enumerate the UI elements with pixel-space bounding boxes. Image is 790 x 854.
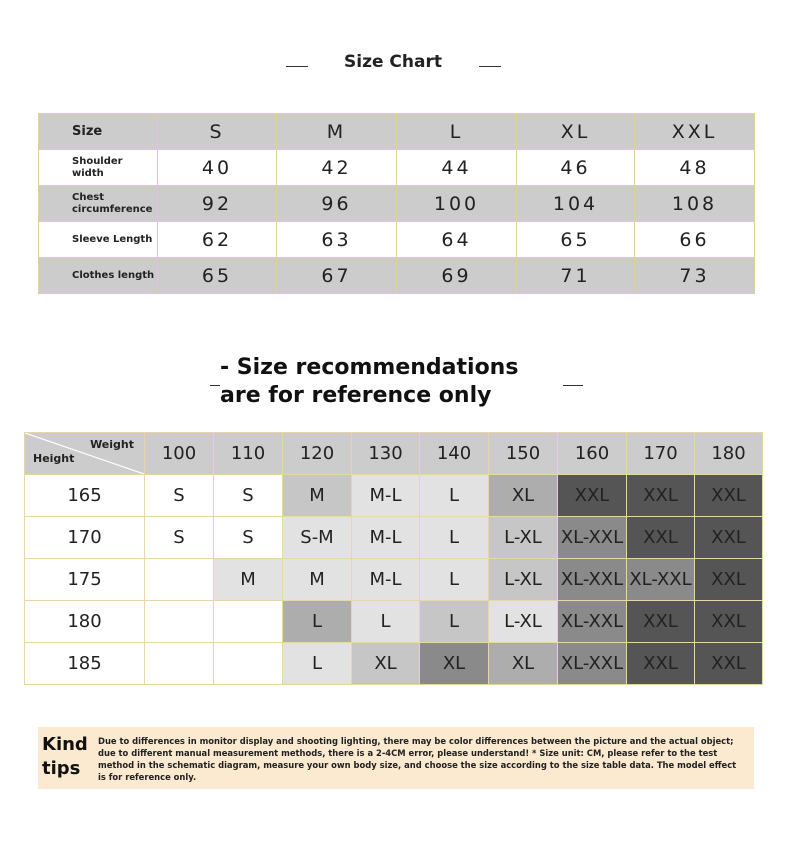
size-chart-row — [39, 186, 755, 222]
recommended-size-cell: L-XL — [489, 559, 558, 601]
measurement-value: 65 — [158, 258, 277, 294]
measurement-value: 67 — [277, 258, 397, 294]
weight-header: 140 — [420, 433, 489, 475]
size-chart-header-row — [39, 114, 755, 150]
recommended-size-cell: L-XL — [489, 517, 558, 559]
measurement-value: 44 — [397, 150, 517, 186]
weight-header: 130 — [352, 433, 420, 475]
measurement-value: 48 — [635, 150, 755, 186]
measurement-value: 96 — [277, 186, 397, 222]
recommended-size-cell: XL — [352, 643, 420, 685]
measurement-value: 104 — [517, 186, 635, 222]
size-chart-table — [38, 113, 755, 294]
title-right-dash — [479, 66, 501, 67]
title-left-dash — [286, 66, 308, 67]
recommended-size-cell: XL — [489, 643, 558, 685]
measurement-label: Shoulder width — [39, 150, 158, 186]
recommended-size-cell: L — [420, 475, 489, 517]
weight-label: Weight — [90, 438, 134, 451]
measurement-value: 42 — [277, 150, 397, 186]
size-header-s: S — [158, 114, 277, 150]
height-value: 185 — [25, 643, 145, 685]
recommended-size-cell: M — [283, 559, 352, 601]
size-recommendation-table — [24, 432, 763, 685]
recommended-size-cell: M — [214, 559, 283, 601]
recommendation-row — [25, 517, 763, 559]
kind-tips-title-text: Kind tips — [42, 734, 88, 779]
recommendation-title-line1: - Size recommendations — [220, 355, 519, 380]
recommended-size-cell: L — [420, 601, 489, 643]
recommended-size-cell: S — [214, 517, 283, 559]
height-value: 165 — [25, 475, 145, 517]
weight-header: 160 — [558, 433, 627, 475]
recommended-size-cell: L — [283, 601, 352, 643]
recommended-size-cell: XXL — [695, 601, 763, 643]
size-chart-row — [39, 258, 755, 294]
measurement-value: 66 — [635, 222, 755, 258]
recommended-size-cell: S — [145, 475, 214, 517]
recommended-size-cell: XL-XXL — [558, 517, 627, 559]
recommended-size-cell: L — [283, 643, 352, 685]
recommended-size-cell: XXL — [695, 475, 763, 517]
recommended-size-cell: XXL — [627, 643, 695, 685]
recommended-size-cell: S — [145, 517, 214, 559]
height-value: 175 — [25, 559, 145, 601]
kind-tips-box — [38, 727, 754, 789]
rec-title-left-dash — [210, 385, 220, 386]
height-value: 170 — [25, 517, 145, 559]
weight-height-corner-cell — [25, 433, 145, 475]
recommendation-title-line2: are for reference only — [220, 383, 492, 408]
recommended-size-cell: XXL — [627, 475, 695, 517]
measurement-value: 100 — [397, 186, 517, 222]
recommended-size-cell: XL — [489, 475, 558, 517]
measurement-value: 73 — [635, 258, 755, 294]
recommendation-header-row — [25, 433, 763, 475]
recommended-size-cell: XL-XXL — [558, 601, 627, 643]
recommended-size-cell — [214, 601, 283, 643]
measurement-label: Sleeve Length — [39, 222, 158, 258]
recommended-size-cell — [145, 601, 214, 643]
measurement-value: 71 — [517, 258, 635, 294]
weight-header: 100 — [145, 433, 214, 475]
measurement-value: 92 — [158, 186, 277, 222]
size-chart-title-bar — [0, 48, 790, 82]
recommended-size-cell: XXL — [627, 601, 695, 643]
recommended-size-cell: XXL — [695, 559, 763, 601]
kind-tips-title — [42, 733, 94, 781]
recommended-size-cell: S-M — [283, 517, 352, 559]
recommended-size-cell: XXL — [627, 517, 695, 559]
size-chart-row — [39, 150, 755, 186]
rec-title-right-dash — [563, 385, 583, 386]
measurement-value: 63 — [277, 222, 397, 258]
recommended-size-cell: L — [420, 559, 489, 601]
recommended-size-cell: XL — [420, 643, 489, 685]
recommended-size-cell: XL-XXL — [627, 559, 695, 601]
recommended-size-cell — [214, 643, 283, 685]
height-label: Height — [33, 452, 75, 465]
size-header-m: M — [277, 114, 397, 150]
measurement-value: 65 — [517, 222, 635, 258]
measurement-value: 46 — [517, 150, 635, 186]
weight-header: 180 — [695, 433, 763, 475]
weight-header: 110 — [214, 433, 283, 475]
recommended-size-cell: L-XL — [489, 601, 558, 643]
measurement-value: 64 — [397, 222, 517, 258]
size-header-xxl: XXL — [635, 114, 755, 150]
measurement-value: 62 — [158, 222, 277, 258]
recommended-size-cell: M-L — [352, 475, 420, 517]
recommended-size-cell: L — [420, 517, 489, 559]
measurement-value: 108 — [635, 186, 755, 222]
kind-tips-text: Due to differences in monitor display and shooting lighting, there may be color differences between the picture and the actual object; due to different manual measurement methods, there is a 2-4CM error, please understand! * Size unit: CM, please refer to the test method in the schematic diagram, measure your own body size, and choose the size according to the size table data. The model effect is for reference only. — [98, 736, 737, 782]
size-chart-title: Size Chart — [344, 52, 442, 72]
size-chart-row — [39, 222, 755, 258]
recommended-size-cell: L — [352, 601, 420, 643]
recommended-size-cell: S — [214, 475, 283, 517]
recommended-size-cell: XL-XXL — [558, 643, 627, 685]
recommended-size-cell — [145, 643, 214, 685]
height-value: 180 — [25, 601, 145, 643]
size-header-label: Size — [39, 114, 158, 150]
measurement-label: Chest circumference — [39, 186, 158, 222]
recommended-size-cell: XL-XXL — [558, 559, 627, 601]
size-header-xl: XL — [517, 114, 635, 150]
recommendation-row — [25, 475, 763, 517]
recommendation-row — [25, 559, 763, 601]
recommended-size-cell: XXL — [695, 643, 763, 685]
weight-header: 150 — [489, 433, 558, 475]
measurement-value: 69 — [397, 258, 517, 294]
weight-header: 120 — [283, 433, 352, 475]
recommended-size-cell: M-L — [352, 559, 420, 601]
recommended-size-cell: XXL — [558, 475, 627, 517]
recommendation-row — [25, 643, 763, 685]
measurement-label: Clothes length — [39, 258, 158, 294]
recommendation-row — [25, 601, 763, 643]
measurement-value: 40 — [158, 150, 277, 186]
recommendation-title — [220, 354, 518, 410]
recommended-size-cell — [145, 559, 214, 601]
size-header-l: L — [397, 114, 517, 150]
recommended-size-cell: M-L — [352, 517, 420, 559]
recommended-size-cell: M — [283, 475, 352, 517]
weight-header: 170 — [627, 433, 695, 475]
recommended-size-cell: XXL — [695, 517, 763, 559]
